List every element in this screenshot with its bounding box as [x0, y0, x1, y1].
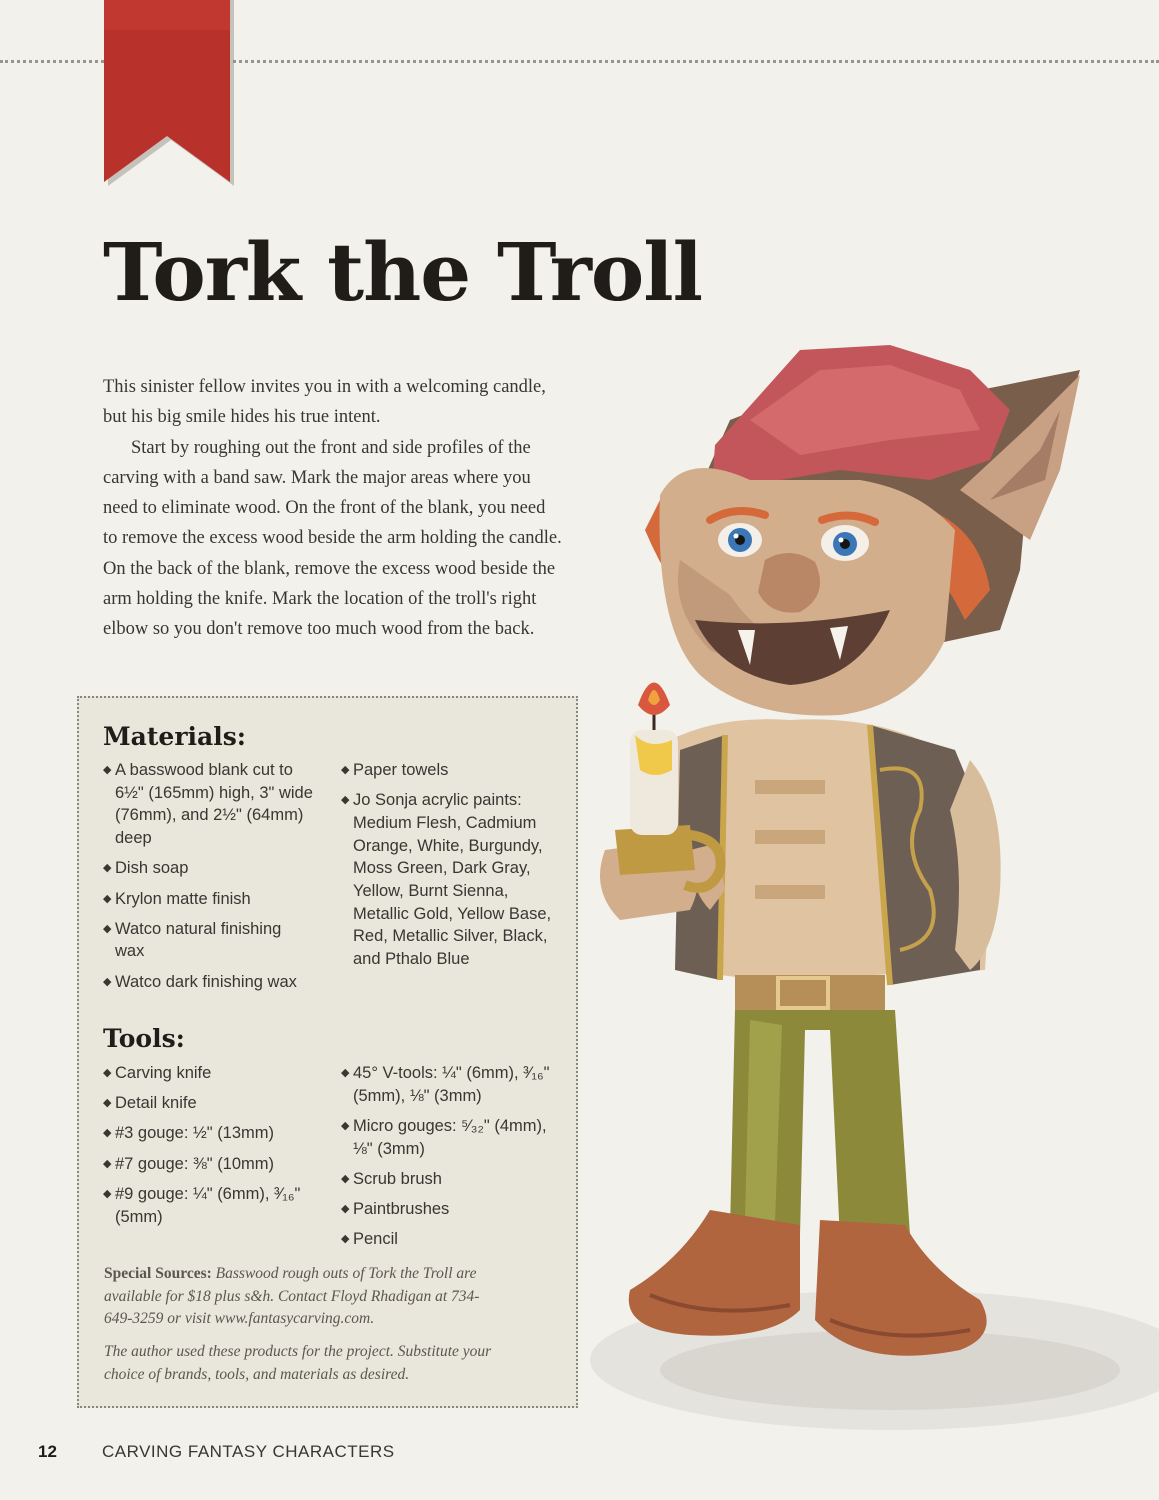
list-item — [341, 1115, 553, 1160]
list-item-text: Carving knife — [115, 1064, 212, 1082]
list-item-text: Micro gouges: ⁵⁄₃₂" (4mm), ⅛" (3mm) — [353, 1116, 547, 1158]
list-item — [341, 1198, 553, 1221]
list-item — [341, 789, 553, 971]
intro-paragraph: This sinister fellow invites you in with a welcoming candle, but his big smile hides his true intent. — [103, 377, 546, 428]
materials-list-left — [103, 759, 315, 1001]
list-item-text: Paper towels — [353, 761, 449, 779]
bullet-icon: ◆ — [103, 1127, 112, 1140]
list-item — [103, 1122, 315, 1145]
page-number: 12 — [38, 1442, 57, 1461]
bullet-icon: ◆ — [103, 1157, 112, 1170]
bullet-icon: ◆ — [341, 764, 350, 776]
list-item-text: Krylon matte finish — [115, 889, 251, 908]
bullet-icon: ◆ — [103, 1187, 112, 1200]
list-item — [103, 1153, 315, 1176]
bullet-icon: ◆ — [341, 1233, 350, 1246]
list-item — [341, 759, 553, 782]
list-item — [103, 918, 315, 963]
running-head: CARVING FANTASY CHARACTERS — [102, 1442, 395, 1461]
bullet-icon: ◆ — [341, 1067, 350, 1079]
bullet-icon: ◆ — [341, 1119, 350, 1132]
bookmark-ribbon-icon — [104, 0, 234, 186]
intro-text — [103, 372, 563, 645]
list-item-text: Scrub brush — [353, 1169, 442, 1188]
list-item — [341, 1168, 553, 1191]
list-item — [103, 971, 315, 994]
bullet-icon: ◆ — [103, 862, 112, 875]
list-item — [103, 1092, 315, 1115]
list-item-text: #3 gouge: ½" (13mm) — [115, 1124, 275, 1143]
list-item — [103, 888, 315, 911]
materials-tools-box — [77, 696, 578, 1408]
list-item-text: Detail knife — [115, 1094, 197, 1113]
tools-heading: Tools: — [103, 1024, 185, 1053]
list-item — [341, 1062, 553, 1107]
tools-list-right — [341, 1062, 553, 1258]
bullet-icon: ◆ — [103, 1067, 112, 1079]
list-item — [341, 1228, 553, 1251]
list-item-text: #9 gouge: ¼" (6mm), ³⁄₁₆" (5mm) — [115, 1184, 301, 1226]
intro-paragraph: Start by roughing out the front and side profiles of the carving with a band saw. Mark the major areas where you need to eliminate wood. On the front of the blank, you need to remove the excess wood beside the arm holding the candle. On the back of the blank, remove the excess wood beside the arm holding the knife. Mark the location of the troll's right elbow so you don't remove too much wood from the back. — [103, 437, 562, 640]
bullet-icon: ◆ — [341, 1203, 350, 1216]
bullet-icon: ◆ — [103, 975, 112, 988]
list-item-text: Watco dark finishing wax — [115, 972, 297, 991]
bullet-icon: ◆ — [341, 1172, 350, 1185]
page-title: Tork the Troll — [103, 225, 703, 319]
list-item — [103, 1062, 315, 1085]
list-item-text: Watco natural finishing wax — [115, 919, 282, 961]
materials-list-right — [341, 759, 553, 978]
bullet-icon: ◆ — [103, 1097, 112, 1110]
special-sources-lead: Special Sources: — [104, 1265, 212, 1282]
tools-list-left — [103, 1062, 315, 1236]
list-item-text: 45° V-tools: ¼" (6mm), ³⁄₁₆" (5mm), ⅛" (3mm) — [353, 1064, 550, 1105]
list-item-text: Jo Sonja acrylic paints: Medium Flesh, Cadmium Orange, White, Burgundy, Moss Green, Dark Gray, Yellow, Burnt Sienna, Metallic Gold, Yellow Base, Red, Metallic Silver, Black, and Pthalo Blue — [353, 791, 552, 969]
list-item — [103, 759, 315, 850]
bullet-icon: ◆ — [103, 892, 112, 905]
list-item-text: Paintbrushes — [353, 1200, 450, 1219]
list-item-text: Pencil — [353, 1230, 398, 1249]
special-sources — [104, 1263, 504, 1331]
list-item — [103, 1183, 315, 1228]
list-item — [103, 857, 315, 880]
list-item-text: A basswood blank cut to 6½" (165mm) high, 3" wide (76mm), and 2½" (64mm) deep — [115, 761, 313, 848]
bullet-icon: ◆ — [103, 764, 112, 776]
list-item-text: Dish soap — [115, 859, 189, 878]
bullet-icon: ◆ — [103, 922, 112, 935]
author-note: The author used these products for the project. Substitute your choice of brands, tools, and materials as desired. — [104, 1343, 492, 1383]
special-sources-text: Basswood rough outs of Tork the Troll are available for $18 plus s&h. Contact Floyd Rhadigan at 734-649-3259 or visit www.fantasycarving.com. — [104, 1265, 480, 1327]
list-item-text: #7 gouge: ⅜" (10mm) — [115, 1154, 275, 1173]
materials-heading: Materials: — [103, 722, 246, 751]
bullet-icon: ◆ — [341, 794, 350, 807]
troll-carving-photo — [560, 330, 1159, 1440]
